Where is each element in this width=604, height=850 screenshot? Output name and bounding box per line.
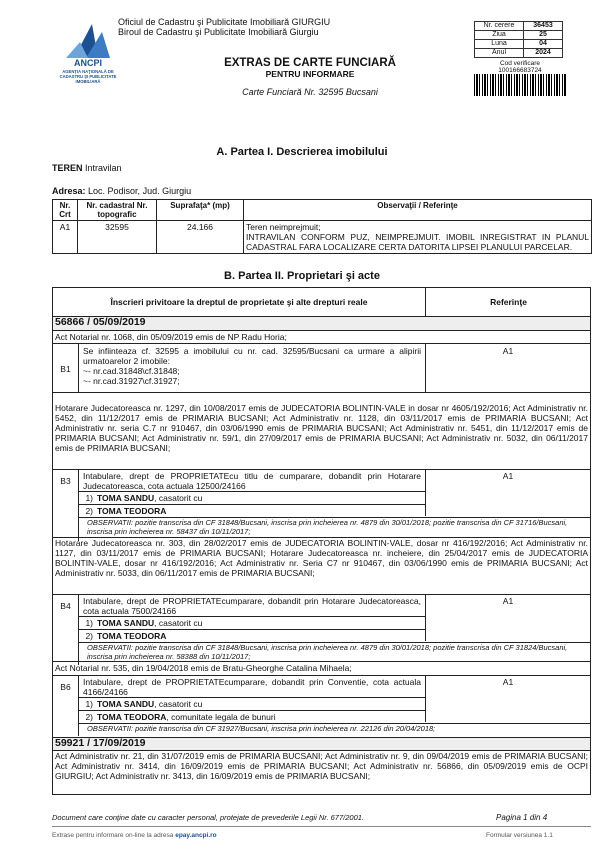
teren-label: TEREN (52, 163, 83, 173)
entry-b3 (53, 469, 590, 541)
adresa-label: Adresa: (52, 186, 86, 196)
footer-link[interactable]: epay.ancpi.ro (175, 832, 217, 839)
act-line: Act Notarial nr. 535, din 19/04/2018 emis de Bratu-Gheorghe Catalina Mihaela; (53, 661, 590, 675)
act-line: Act Notarial nr. 1068, din 05/09/2019 emis de NP Radu Horia; (53, 330, 590, 343)
entry-text: Intabulare, drept de PROPRIETATEcu titlu de cumparare, dobandit prin Hotarare Judecatoreasca, cota actuala 12500/24166 (83, 471, 421, 491)
registry-value: 2024 (524, 49, 563, 58)
verification-code-label: Cod verificare (499, 60, 541, 67)
owner-2: 2) TOMA TEODORA (79, 504, 425, 518)
page-number: Pagina 1 din 4 (496, 813, 548, 822)
office-block (118, 17, 330, 37)
document-title: EXTRAS DE CARTE FUNCIARĂ (224, 57, 396, 69)
owner-name: TOMA SANDU (97, 618, 155, 628)
footer-divider (52, 826, 591, 827)
entry-text (81, 346, 423, 386)
owner-name: TOMA SANDU (97, 699, 155, 709)
adresa-value: Loc. Podisor, Jud. Giurgiu (88, 186, 192, 196)
footer-left: Extrase pentru informare on-line la adresa epay.ancpi.ro (52, 832, 217, 839)
observations: OBSERVATII: pozitie transcrisa din CF 31848/Bucsani, inscrisa prin incheierea nr. 4879 din 30/01/2018; pozitie transcrisa din CF 31824/Bucsani, inscrisa prin incheierea nr. 58388 din 10/11/2017; (79, 642, 590, 665)
registry-label: Nr. cerere (475, 22, 524, 31)
col-suprafata: Suprafaţa* (mp) (157, 200, 244, 221)
entry-ref: A1 (502, 677, 514, 687)
entry-b4 (53, 594, 590, 665)
entry-ref: A1 (502, 596, 514, 606)
logo-subtext: AGENŢIA NAŢIONALĂ DE CADASTRU ŞI PUBLICITATE IMOBILIARĂ (59, 69, 117, 84)
part-a-title: A. Partea I. Descrierea imobilului (216, 146, 388, 158)
entry-label: B4 (60, 601, 71, 611)
entry-b6 (53, 675, 590, 736)
col-nr-crt: Nr. Crt (53, 200, 78, 221)
entry-label: B6 (60, 682, 71, 692)
row-nr: A1 (53, 221, 78, 254)
observations: OBSERVATII: pozitie transcrisa din CF 31927/Bucsani, inscrisa prin incheierea nr. 22126 din 20/04/2018; (79, 723, 590, 736)
registry-label: Anul (475, 49, 524, 58)
entry-text-main: Se infiinteaza cf. 32595 a imobilului cu nr. cad. 32595/Bucsani ca urmare a alipirii urmatoarelor 2 imobile: (83, 346, 421, 366)
registry-table (474, 21, 563, 58)
footer-version: Formular versiunea 1.1 (486, 832, 553, 839)
property-table (52, 199, 592, 254)
entry-ref: A1 (502, 471, 514, 481)
office-line-1: Oficiul de Cadastru şi Publicitate Imobiliară GIURGIU (118, 17, 331, 27)
registry-value: 04 (524, 40, 563, 49)
entry-band: 56866 / 05/09/2019 (53, 317, 591, 330)
registry-label: Luna (475, 40, 524, 49)
ownership-table (52, 287, 591, 795)
owner-2: 2) TOMA TEODORA (79, 629, 425, 643)
owner-name: TOMA TEODORA (97, 506, 167, 516)
entry-band: 59921 / 17/09/2019 (53, 737, 591, 751)
entry-label: B1 (60, 364, 71, 374)
owner-1: 1) TOMA SANDU, casatorit cu (79, 616, 425, 630)
owner-2: 2) TOMA TEODORA, comunitate legala de bunuri (79, 710, 425, 724)
document-subtitle: PENTRU INFORMARE (265, 69, 355, 79)
row-cadastral: 32595 (78, 221, 157, 254)
obs-line-2: INTRAVILAN CONFORM PUZ, NEIMPREJMUIT. IMOBIL INREGISTRAT IN PLANUL CADASTRAL FARA LOCALIZARE CERTA DATORITA LIPSEI PLANULUI PARCELAR. (246, 232, 589, 252)
part-b-title: B. Partea II. Proprietari şi acte (224, 270, 380, 282)
verification-code-value: 100166683724 (498, 67, 542, 74)
obs-line-1: Teren neimprejmuit; (246, 222, 321, 232)
registry-value: 36453 (524, 22, 563, 31)
teren-value: Intravilan (85, 163, 122, 173)
col-cadastral: Nr. cadastral Nr. topografic (78, 200, 157, 221)
owner-name: TOMA TEODORA (97, 712, 167, 722)
act-line: Hotarare Judecatoreasca nr. 1297, din 10/08/2017 emis de JUDECATORIA BOLINTIN-VALE in dosar nr 4605/192/2016; Act Administrativ nr. 5452, din 11/12/2017 emis de PRIMARIA BUCSANI; Act Administrativ nr. 1128, din 03/11/2017 emis de PRIMARIA BUCSANI; Act Administrativ nr. seria C.7 nr 910467, din 03/06/1990 emis de PRIMARIA BUCSANI; Act Administrativ nr. 5451, din 11/12/2017 emis de PRIMARIA BUCSANI; Act Administrativ nr. 59/1, din 27/09/2017 emis de PRIMARIA BUCSANI; Act Administrativ nr. 5032, din 06/11/2017 emis de PRIMARIA BUCSANI; (53, 392, 590, 472)
row-suprafata: 24.166 (157, 221, 244, 254)
entry-b1 (53, 343, 590, 393)
entry-text-line: ~- nr.cad.31927\cf.31927; (83, 376, 180, 386)
col-referinte: Referinţe (425, 288, 591, 316)
entry-text: Intabulare, drept de PROPRIETATEcumparare, dobandit prin Hotarare Judecatoreasca, cota actuala 7500/24166 (83, 596, 421, 616)
col-observatii: Observaţii / Referinţe (244, 200, 592, 221)
act-line: Act Administrativ nr. 21, din 31/07/2019 emis de PRIMARIA BUCSANI; Act Administrativ nr. 9, din 09/04/2019 emis de PRIMARIA BUCSANI; Act Administrativ nr. 3414, din 16/09/2019 emis de PRIMARIA BUCSANI; Act Administrativ nr. 56866, din 05/09/2019 emis de OCPI GIURGIU; Act Administrativ nr. 3413, din 16/09/2019 emis de PRIMARIA BUCSANI; (53, 750, 590, 795)
registry-label: Ziua (475, 31, 524, 40)
owner-1: 1) TOMA SANDU, casatorit cu (79, 491, 425, 505)
ownership-header (53, 288, 590, 317)
cf-number: Carte Funciară Nr. 32595 Bucsani (242, 87, 378, 97)
office-line-2: Biroul de Cadastru şi Publicitate Imobiliară Giurgiu (118, 27, 319, 37)
entry-text: Intabulare, drept de PROPRIETATEcumparare, dobandit prin Conventie, cota actuala 4166/24166 (83, 677, 421, 697)
owner-name: TOMA TEODORA (97, 631, 167, 641)
barcode (474, 74, 566, 96)
registry-value: 25 (524, 31, 563, 40)
owner-name: TOMA SANDU (97, 493, 155, 503)
owner-1: 1) TOMA SANDU, casatorit cu (79, 697, 425, 711)
entry-text-line: ~- nr.cad.31848\cf.31848; (83, 366, 180, 376)
entry-label: B3 (60, 476, 71, 486)
logo-text: ANCPI (73, 58, 102, 68)
teren-line (52, 163, 122, 173)
act-line: Hotarare Judecatoreasca nr. 303, din 28/02/2017 emis de JUDECATORIA BOLINTIN-VALE, dosar nr 416/192/2016; Act Administrativ nr. 1127, din 03/11/2017 emis de PRIMARIA BUCSANI; Hotarare Judecatoreasca nr. incheiere, din 25/04/2017 emis de JUDECATORIA BOLINTIN-VALE, dosar nr 416/192/2016; Act Administrativ nr. Seria C7 nr 910467, din 03/06/1990 emis de PRIMARIA BUCSANI; Act Administrativ nr. 5033, din 06/11/2017 emis de PRIMARIA BUCSANI; (53, 537, 590, 599)
entry-ref: A1 (502, 346, 514, 356)
footer-note: Document care conţine date cu caracter personal, protejate de prevederile Legii Nr. 677/2001. (52, 813, 364, 822)
row-observatii (244, 221, 592, 254)
adresa-line (52, 186, 191, 196)
observations: OBSERVATII: pozitie transcrisa din CF 31848/Bucsani, inscrisa prin incheierea nr. 4879 din 30/01/2018; pozitie transcrisa din CF 31716/Bucsani, inscrisa prin incheierea nr. 58437 din 10/11/2017; (79, 517, 590, 541)
col-inscrieri: Înscrieri privitoare la dreptul de proprietate şi alte drepturi reale (110, 297, 368, 307)
